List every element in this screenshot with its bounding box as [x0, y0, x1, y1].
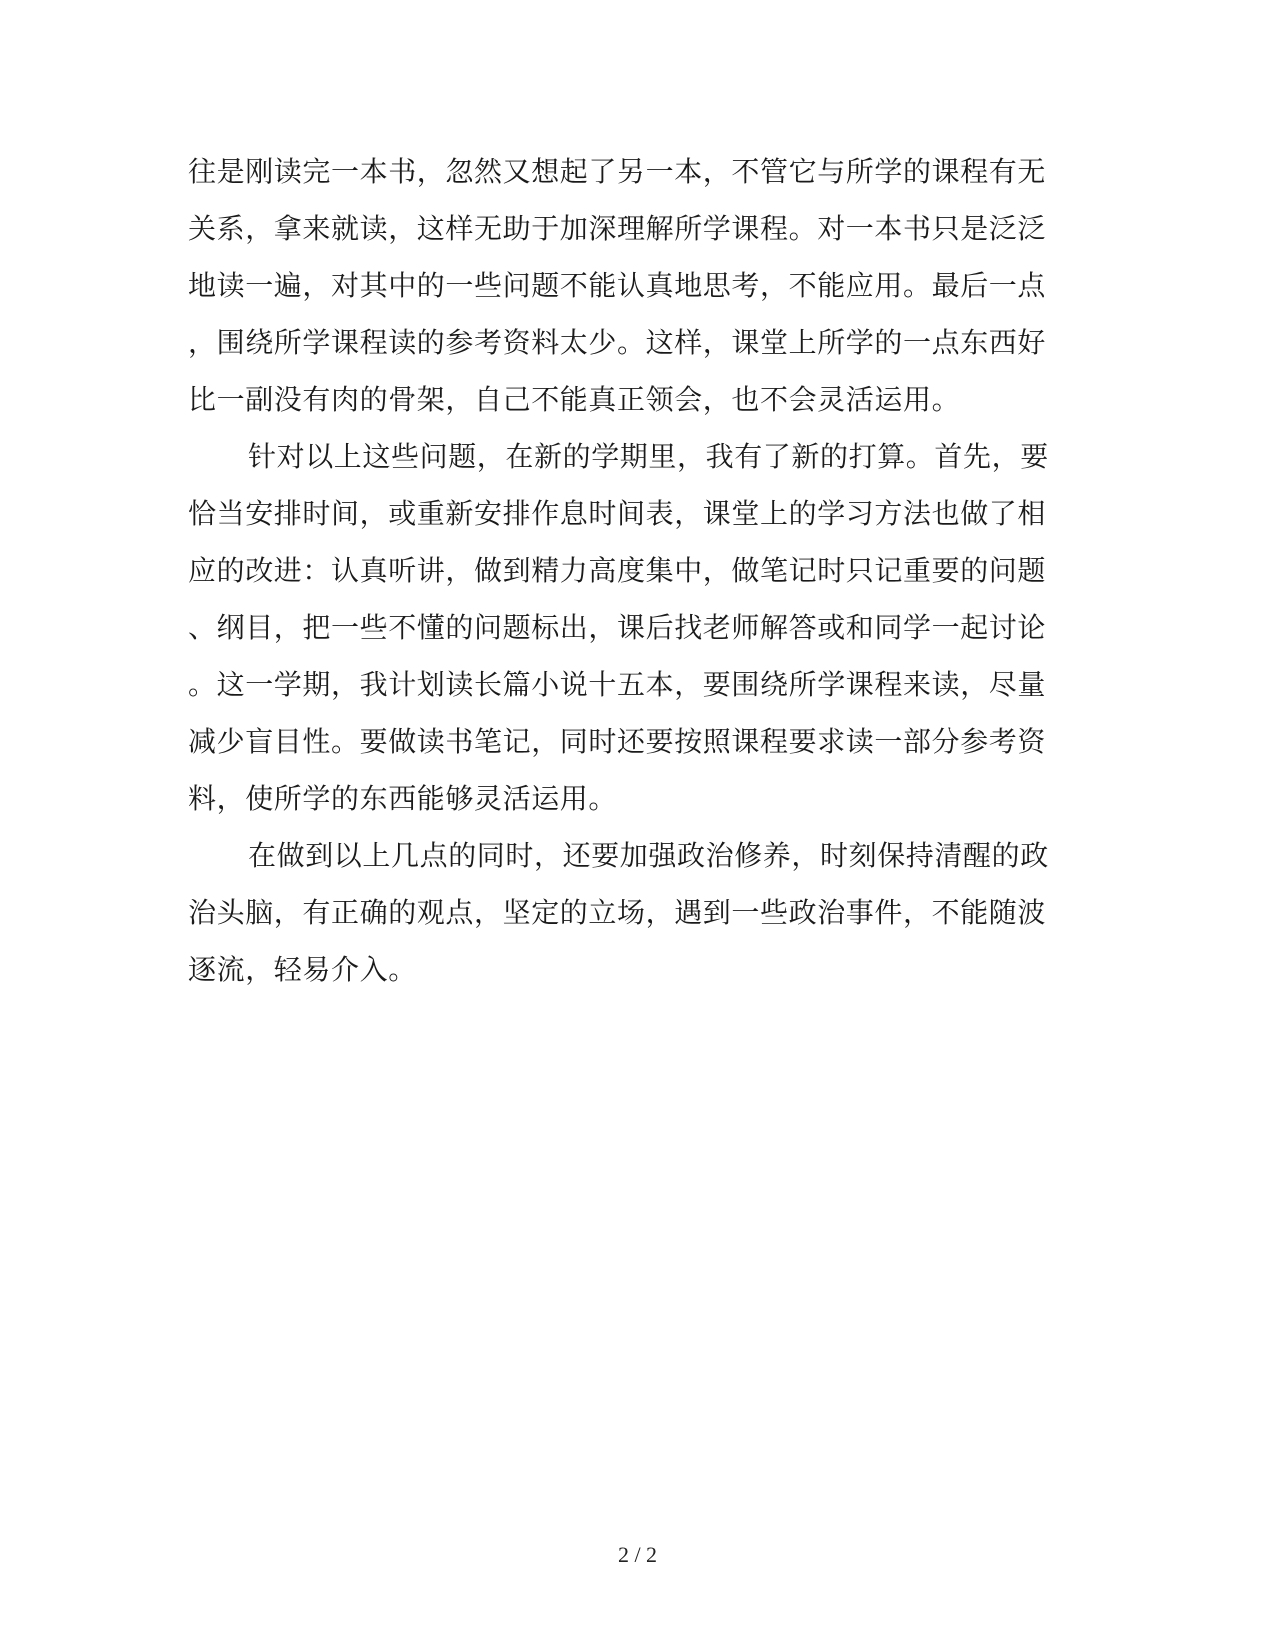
- text-line: 逐流，轻易介入。: [188, 953, 417, 986]
- text-line: 地读一遍，对其中的一些问题不能认真地思考，不能应用。最后一点: [188, 269, 1047, 302]
- text-line: 恰当安排时间，或重新安排作息时间表，课堂上的学习方法也做了相: [188, 497, 1047, 530]
- text-line: 针对以上这些问题，在新的学期里，我有了新的打算。首先，要: [248, 440, 1049, 473]
- text-line: 、纲目，把一些不懂的问题标出，课后找老师解答或和同学一起讨论: [188, 611, 1047, 644]
- paragraph-3: [188, 827, 1068, 998]
- text-line: 料，使所学的东西能够灵活运用。: [188, 782, 618, 815]
- paragraph-1: [188, 143, 1068, 428]
- paragraph-2: [188, 428, 1068, 827]
- page-number: 2 / 2: [617, 1542, 658, 1567]
- text-line: 关系，拿来就读，这样无助于加深理解所学课程。对一本书只是泛泛: [188, 212, 1047, 245]
- text-line: 在做到以上几点的同时，还要加强政治修养，时刻保持清醒的政: [248, 839, 1049, 872]
- text-line: 应的改进：认真听讲，做到精力高度集中，做笔记时只记重要的问题: [188, 554, 1047, 587]
- document-body: [188, 143, 1068, 998]
- text-line: 减少盲目性。要做读书笔记，同时还要按照课程要求读一部分参考资: [188, 725, 1047, 758]
- text-line: 往是刚读完一本书，忽然又想起了另一本，不管它与所学的课程有无: [188, 155, 1047, 188]
- text-line: 治头脑，有正确的观点，坚定的立场，遇到一些政治事件，不能随波: [188, 896, 1047, 929]
- text-line: ，围绕所学课程读的参考资料太少。这样，课堂上所学的一点东西好: [188, 326, 1047, 359]
- text-line: 比一副没有肉的骨架，自己不能真正领会，也不会灵活运用。: [188, 383, 961, 416]
- text-line: 。这一学期，我计划读长篇小说十五本，要围绕所学课程来读，尽量: [188, 668, 1047, 701]
